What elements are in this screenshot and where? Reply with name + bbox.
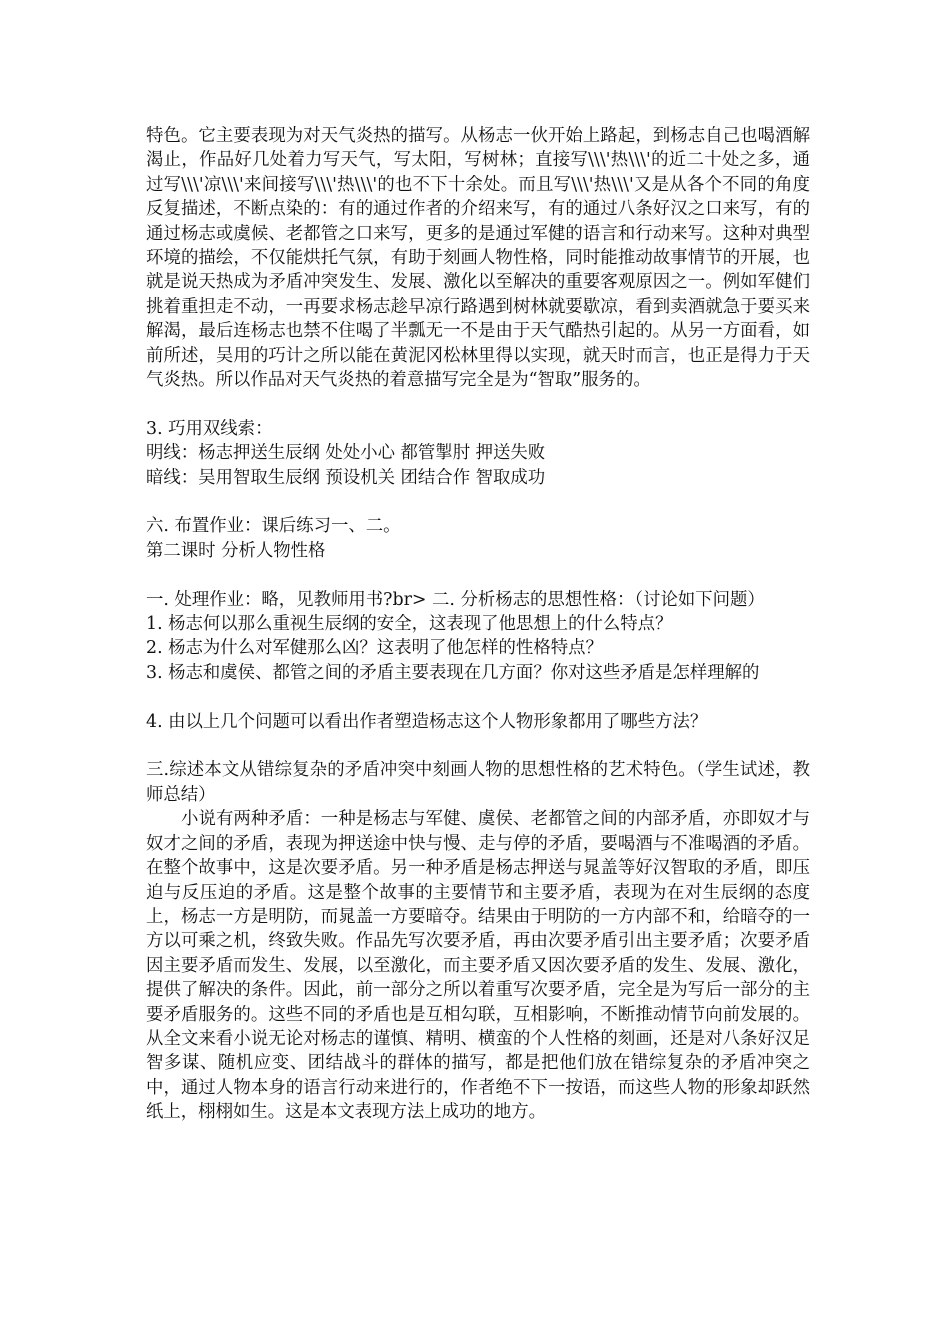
question-item: 2. 杨志为什么对军健那么凶？这表明了他怎样的性格特点？	[146, 638, 603, 659]
bright-clue-line: 明线：杨志押送生辰纲 处处小心 都管掣肘 押送失败	[146, 443, 546, 464]
lesson2-title: 第二课时 分析人物性格	[146, 540, 326, 561]
document-page	[146, 124, 810, 1125]
homework-line: 六. 布置作业：课后练习一、二。	[146, 516, 401, 537]
spacer	[146, 734, 810, 758]
clues-heading: 3. 巧用双线索：	[146, 418, 273, 439]
section3-heading: 三.综述本文从错综复杂的矛盾冲突中刻画人物的思想性格的艺术特色。（学生试述，教师总结）	[146, 760, 810, 805]
spacer	[146, 392, 810, 416]
spacer	[146, 685, 810, 709]
spacer	[146, 563, 810, 587]
question-item: 1. 杨志何以那么重视生辰纲的安全，这表现了他思想上的什么特点？	[146, 614, 673, 635]
summary-paragraph: 小说有两种矛盾：一种是杨志与军健、虞侯、老都管之间的内部矛盾，亦即奴才与奴才之间的矛盾，表现为押送途中快与慢、走与停的矛盾，要喝酒与不准喝酒的矛盾。在整个故事中，这是次要矛盾。另一种矛盾是杨志押送与晁盖等好汉智取的矛盾，即压迫与反压迫的矛盾。这是整个故事的主要情节和主要矛盾，表现为在对生辰纲的态度上，杨志一方是明防，而晁盖一方要暗夺。结果由于明防的一方内部不和，给暗夺的一方以可乘之机，终致失败。作品先写次要矛盾，再由次要矛盾引出主要矛盾；次要矛盾因主要矛盾而发生、发展，以至激化，而主要矛盾又因次要矛盾的发生、发展、激化，提供了解决的条件。因此，前一部分之所以着重写次要矛盾，完全是为写后一部分的主要矛盾服务的。这些不同的矛盾也是互相勾联，互相影响，不断推动情节向前发展的。从全文来看小说无论对杨志的谨慎、精明、横蛮的个人性格的刻画，还是对八条好汉足智多谋、随机应变、团结战斗的群体的描写，都是把他们放在错综复杂的矛盾冲突之中，通过人物本身的语言行动来进行的，作者绝不下一按语，而这些人物的形象却跃然纸上，栩栩如生。这是本文表现方法上成功的地方。	[146, 809, 810, 1123]
spacer	[146, 490, 810, 514]
intro-paragraph: 特色。它主要表现为对天气炎热的描写。从杨志一伙开始上路起，到杨志自己也喝酒解渴止，作品好几处着力写天气，写太阳，写树林；直接写\\\'热\\\'的近二十处之多，通过写\\\'凉\\\'来间接写\\\'热\\\'的也不下十余处。而且写\\\'热\\\'又是从各个不同的角度反复描述，不断点染的：有的通过作者的介绍来写，有的通过八条好汉之口来写，有的通过杨志或虞候、老都管之口来写，更多的是通过军健的语言和行动来写。这种对典型环境的描绘，不仅能烘托气氛，有助于刻画人物性格，同时能推动故事情节的开展，也就是说天热成为矛盾冲突发生、发展、激化以至解决的重要客观原因之一。例如军健们挑着重担走不动，一再要求杨志趁早凉行路遇到树林就要歇凉，看到卖酒就急于要买来解渴，最后连杨志也禁不住喝了半瓢无一不是由于天气酷热引起的。从另一方面看，如前所述，吴用的巧计之所以能在黄泥冈松林里得以实现，就天时而言，也正是得力于天气炎热。所以作品对天气炎热的着意描写完全是为“智取”服务的。	[146, 126, 810, 391]
section1-line: 一. 处理作业：略，见教师用书?br> 二. 分析杨志的思想性格：（讨论如下问题）	[146, 589, 765, 610]
dark-clue-line: 暗线：吴用智取生辰纲 预设机关 团结合作 智取成功	[146, 467, 546, 488]
question-item: 4. 由以上几个问题可以看出作者塑造杨志这个人物形象都用了哪些方法？	[146, 711, 708, 732]
question-item: 3. 杨志和虞侯、都管之间的矛盾主要表现在几方面？你对这些矛盾是怎样理解的	[146, 662, 760, 683]
